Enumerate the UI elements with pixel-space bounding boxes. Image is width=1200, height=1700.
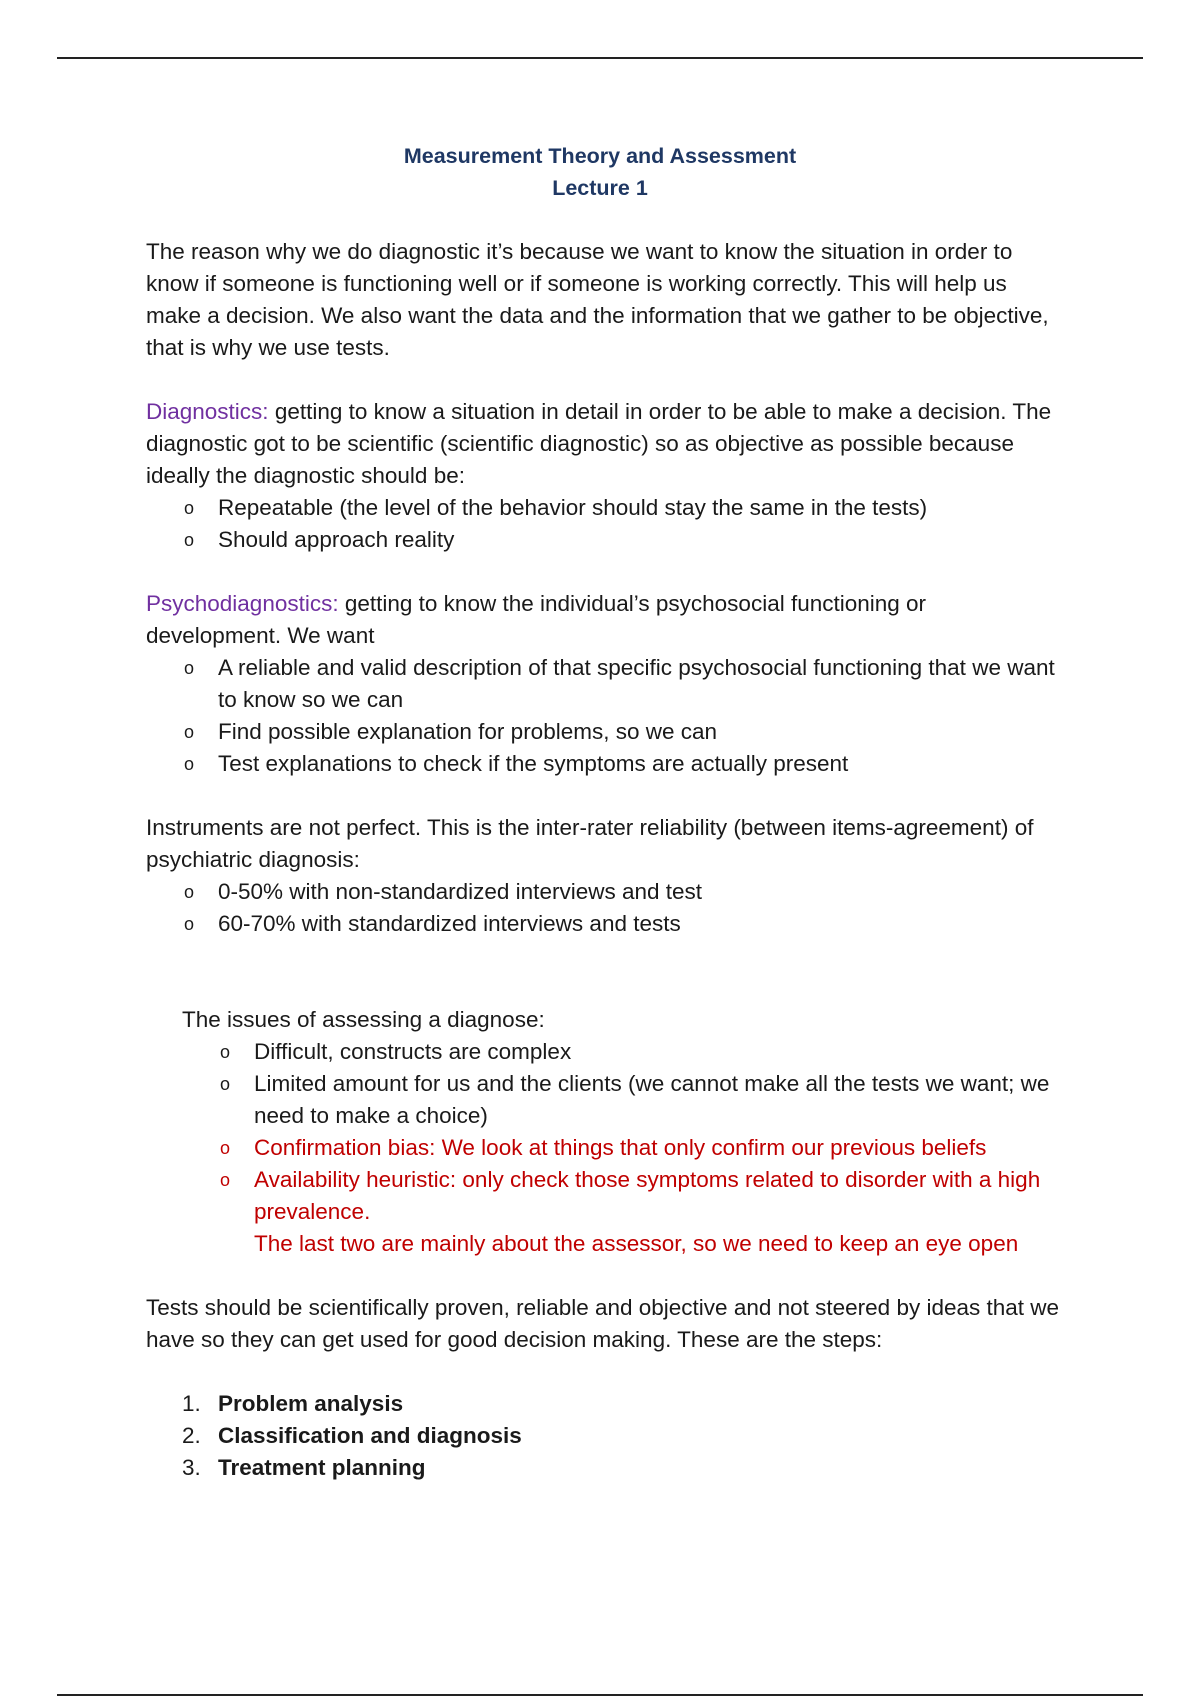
bullet-icon: o — [184, 722, 195, 742]
list-item — [146, 1132, 1066, 1164]
list-item — [146, 1068, 1066, 1132]
step-item — [146, 1420, 1066, 1452]
step-number: 3. — [182, 1455, 201, 1480]
bullet-icon: o — [220, 1042, 231, 1062]
spacer — [146, 780, 1066, 812]
step-number: 2. — [182, 1423, 201, 1448]
list-item — [146, 524, 1066, 556]
instruments-list — [146, 876, 1066, 940]
assessor-note: The last two are mainly about the assessor, so we need to keep an eye open — [254, 1231, 1019, 1256]
bullet-icon: o — [220, 1170, 231, 1190]
list-item-text: Test explanations to check if the symptoms are actually present — [218, 751, 849, 776]
bullet-icon: o — [184, 882, 195, 902]
document-title: Measurement Theory and Assessment — [403, 144, 797, 168]
list-item — [146, 908, 1066, 940]
intro-paragraph: The reason why we do diagnostic it’s because we want to know the situation in order to know if someone is functioning well or if someone is working correctly. This will help us make a decision. We also want the data and the information that we gather to be objective, that is why we use tests. — [146, 239, 1049, 360]
spacer — [146, 1260, 1066, 1292]
step-item — [146, 1452, 1066, 1484]
step-label: Classification and diagnosis — [218, 1423, 522, 1448]
step-number: 1. — [182, 1391, 201, 1416]
diagnostics-paragraph — [146, 396, 1066, 492]
issues-heading: The issues of assessing a diagnose: — [182, 1007, 545, 1032]
bullet-icon: o — [220, 1138, 231, 1158]
instruments-paragraph: Instruments are not perfect. This is the inter-rater reliability (between items-agreement) of psychiatric diagnosis: — [146, 815, 1034, 872]
spacer — [146, 204, 1066, 236]
bottom-rule — [57, 1694, 1143, 1696]
spacer — [146, 364, 1066, 396]
list-item-text: Confirmation bias: We look at things that only confirm our previous beliefs — [254, 1135, 987, 1160]
list-item — [146, 876, 1066, 908]
list-item — [146, 652, 1066, 716]
list-item — [146, 1036, 1066, 1068]
spacer — [146, 556, 1066, 588]
issues-list — [146, 1036, 1066, 1228]
list-item — [146, 748, 1066, 780]
step-label: Treatment planning — [218, 1455, 426, 1480]
list-item — [146, 492, 1066, 524]
tests-paragraph: Tests should be scientifically proven, reliable and objective and not steered by ideas that we have so they can get used for good decision making. These are the steps: — [146, 1295, 1060, 1352]
spacer — [146, 1356, 1066, 1388]
bullet-icon: o — [184, 754, 195, 774]
bullet-icon: o — [184, 498, 195, 518]
list-item-text: 60-70% with standardized interviews and tests — [218, 911, 681, 936]
list-item-text: A reliable and valid description of that specific psychosocial functioning that we want to know so we can — [218, 655, 1055, 712]
diagnostics-list — [146, 492, 1066, 556]
list-item — [146, 1164, 1066, 1228]
document-subtitle: Lecture 1 — [552, 176, 648, 200]
list-item-text: Repeatable (the level of the behavior should stay the same in the tests) — [218, 495, 928, 520]
list-item-text: Find possible explanation for problems, so we can — [218, 719, 718, 744]
list-item-text: Difficult, constructs are complex — [254, 1039, 572, 1064]
step-item — [146, 1388, 1066, 1420]
bullet-icon: o — [184, 914, 195, 934]
list-item-text: Should approach reality — [218, 527, 455, 552]
list-item-text: Availability heuristic: only check those symptoms related to disorder with a high prevalence. — [254, 1167, 1041, 1224]
step-label: Problem analysis — [218, 1391, 404, 1416]
list-item-text: 0-50% with non-standardized interviews and test — [218, 879, 703, 904]
list-item — [146, 716, 1066, 748]
psychodiagnostics-list — [146, 652, 1066, 780]
diagnostics-text: getting to know a situation in detail in order to be able to make a decision. The diagnostic got to be scientific (scientific diagnostic) so as objective as possible because ideally the diagnostic should be: — [146, 399, 1052, 488]
psychodiagnostics-text: getting to know the individual’s psychosocial functioning or development. We want — [146, 591, 927, 648]
document-body — [146, 140, 1066, 1484]
psychodiagnostics-term: Psychodiagnostics: — [146, 591, 339, 616]
bullet-icon: o — [184, 658, 195, 678]
bullet-icon: o — [184, 530, 195, 550]
diagnostics-term: Diagnostics: — [146, 399, 269, 424]
list-item-text: Limited amount for us and the clients (we cannot make all the tests we want; we need to make a choice) — [254, 1071, 1050, 1128]
bullet-icon: o — [220, 1074, 231, 1094]
spacer — [146, 972, 1066, 1004]
top-rule — [57, 57, 1143, 59]
psychodiagnostics-paragraph — [146, 588, 1066, 652]
steps-list — [146, 1388, 1066, 1484]
spacer — [146, 940, 1066, 972]
